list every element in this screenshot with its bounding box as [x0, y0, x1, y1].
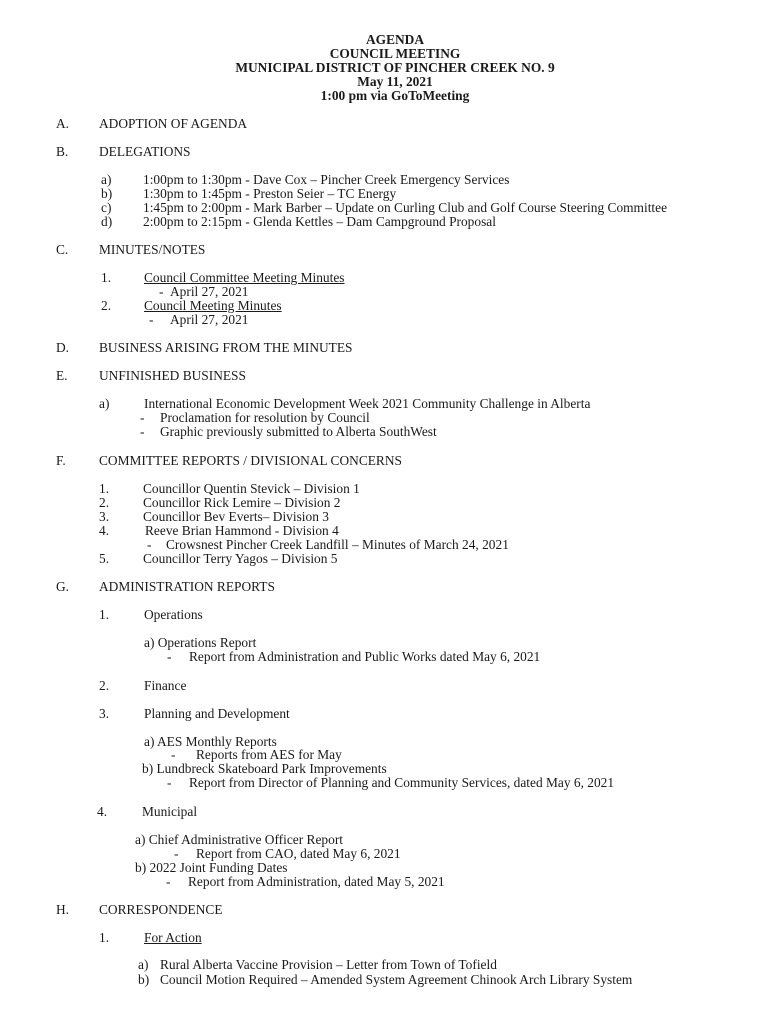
unfinished-subitem: Proclamation for resolution by Council: [160, 410, 370, 425]
correspondence-item: Rural Alberta Vaccine Provision – Letter from Town of Tofield: [160, 957, 497, 972]
funding-dates: b) 2022 Joint Funding Dates: [135, 860, 288, 875]
item-marker: 3.: [99, 706, 110, 721]
unfinished-item: International Economic Development Week 2021 Community Challenge in Alberta: [144, 396, 591, 411]
item-marker: 5.: [99, 551, 110, 566]
section-letter: H.: [56, 902, 70, 917]
planning-heading: Planning and Development: [144, 706, 290, 721]
aes-reports: a) AES Monthly Reports: [144, 734, 277, 749]
unfinished-subitem: Graphic previously submitted to Alberta SouthWest: [160, 424, 437, 439]
item-marker: -: [167, 775, 172, 790]
section-title: CORRESPONDENCE: [99, 902, 223, 917]
item-marker: -: [140, 410, 145, 425]
section-title: DELEGATIONS: [99, 144, 191, 159]
item-marker: -: [159, 284, 164, 299]
item-marker: 4.: [97, 804, 108, 819]
section-title: BUSINESS ARISING FROM THE MINUTES: [99, 340, 353, 355]
item-marker: b): [138, 972, 150, 987]
item-marker: c): [101, 200, 112, 215]
committee-subitem: Crowsnest Pincher Creek Landfill – Minutes of March 24, 2021: [166, 537, 509, 552]
municipality-title: MUNICIPAL DISTRICT OF PINCHER CREEK NO. 9: [235, 60, 555, 75]
item-marker: 2.: [101, 298, 112, 313]
item-marker: 1.: [101, 270, 112, 285]
delegation-item: 1:30pm to 1:45pm - Preston Seier – TC Energy: [143, 186, 397, 201]
item-marker: -: [149, 312, 154, 327]
item-marker: 4.: [99, 523, 110, 538]
municipal-heading: Municipal: [142, 804, 198, 819]
funding-detail: Report from Administration, dated May 5, 2021: [188, 874, 445, 889]
delegation-item: 1:00pm to 1:30pm - Dave Cox – Pincher Creek Emergency Services: [143, 172, 510, 187]
cao-detail: Report from CAO, dated May 6, 2021: [196, 846, 401, 861]
item-marker: a): [99, 396, 110, 411]
section-title: COMMITTEE REPORTS / DIVISIONAL CONCERNS: [99, 453, 402, 468]
correspondence-item: Council Motion Required – Amended System Agreement Chinook Arch Library System: [160, 972, 633, 987]
section-letter: D.: [56, 340, 70, 355]
item-marker: 1.: [99, 930, 110, 945]
committee-item: Councillor Rick Lemire – Division 2: [143, 495, 341, 510]
item-marker: -: [147, 537, 152, 552]
meeting-title: COUNCIL MEETING: [329, 46, 461, 61]
agenda-title: AGENDA: [365, 32, 425, 47]
item-marker: -: [140, 424, 145, 439]
item-marker: 1.: [99, 481, 110, 496]
section-letter: C.: [56, 242, 69, 257]
committee-item: Councillor Quentin Stevick – Division 1: [143, 481, 360, 496]
item-marker: -: [167, 649, 172, 664]
minutes-link[interactable]: Council Committee Meeting Minutes: [144, 270, 345, 285]
section-letter: E.: [56, 368, 68, 383]
cao-report: a) Chief Administrative Officer Report: [135, 832, 343, 847]
item-marker: 1.: [99, 607, 110, 622]
section-title: MINUTES/NOTES: [99, 242, 206, 257]
skatepark-detail: Report from Director of Planning and Community Services, dated May 6, 2021: [189, 775, 615, 790]
operations-detail: Report from Administration and Public Works dated May 6, 2021: [189, 649, 541, 664]
minutes-link[interactable]: Council Meeting Minutes: [144, 298, 282, 313]
meeting-time: 1:00 pm via GoToMeeting: [320, 88, 470, 103]
item-marker: -: [166, 874, 171, 889]
committee-item: Reeve Brian Hammond - Division 4: [145, 523, 339, 538]
section-title: UNFINISHED BUSINESS: [99, 368, 246, 383]
minutes-date: April 27, 2021: [170, 284, 249, 299]
section-letter: G.: [56, 579, 70, 594]
section-title: ADMINISTRATION REPORTS: [99, 579, 275, 594]
item-marker: 3.: [99, 509, 110, 524]
item-marker: d): [101, 214, 113, 229]
operations-heading: Operations: [144, 607, 203, 622]
operations-report: a) Operations Report: [144, 635, 257, 650]
aes-detail: Reports from AES for May: [196, 747, 342, 762]
item-marker: a): [138, 957, 149, 972]
section-letter: F.: [56, 453, 66, 468]
item-marker: -: [171, 747, 176, 762]
committee-item: Councillor Terry Yagos – Division 5: [143, 551, 338, 566]
section-title: ADOPTION OF AGENDA: [99, 116, 248, 131]
delegation-item: 2:00pm to 2:15pm - Glenda Kettles – Dam Campground Proposal: [143, 214, 496, 229]
minutes-date: April 27, 2021: [170, 312, 249, 327]
item-marker: 2.: [99, 495, 110, 510]
item-marker: 2.: [99, 678, 110, 693]
finance-heading: Finance: [144, 678, 187, 693]
for-action-heading: For Action: [144, 930, 202, 945]
skatepark-report: b) Lundbreck Skateboard Park Improvements: [142, 761, 387, 776]
item-marker: b): [101, 186, 113, 201]
item-marker: -: [174, 846, 179, 861]
delegation-item: 1:45pm to 2:00pm - Mark Barber – Update on Curling Club and Golf Course Steering Committee: [143, 200, 668, 215]
item-marker: a): [101, 172, 112, 187]
section-letter: A.: [56, 116, 70, 131]
meeting-date: May 11, 2021: [357, 74, 433, 89]
section-letter: B.: [56, 144, 69, 159]
committee-item: Councillor Bev Everts– Division 3: [143, 509, 329, 524]
